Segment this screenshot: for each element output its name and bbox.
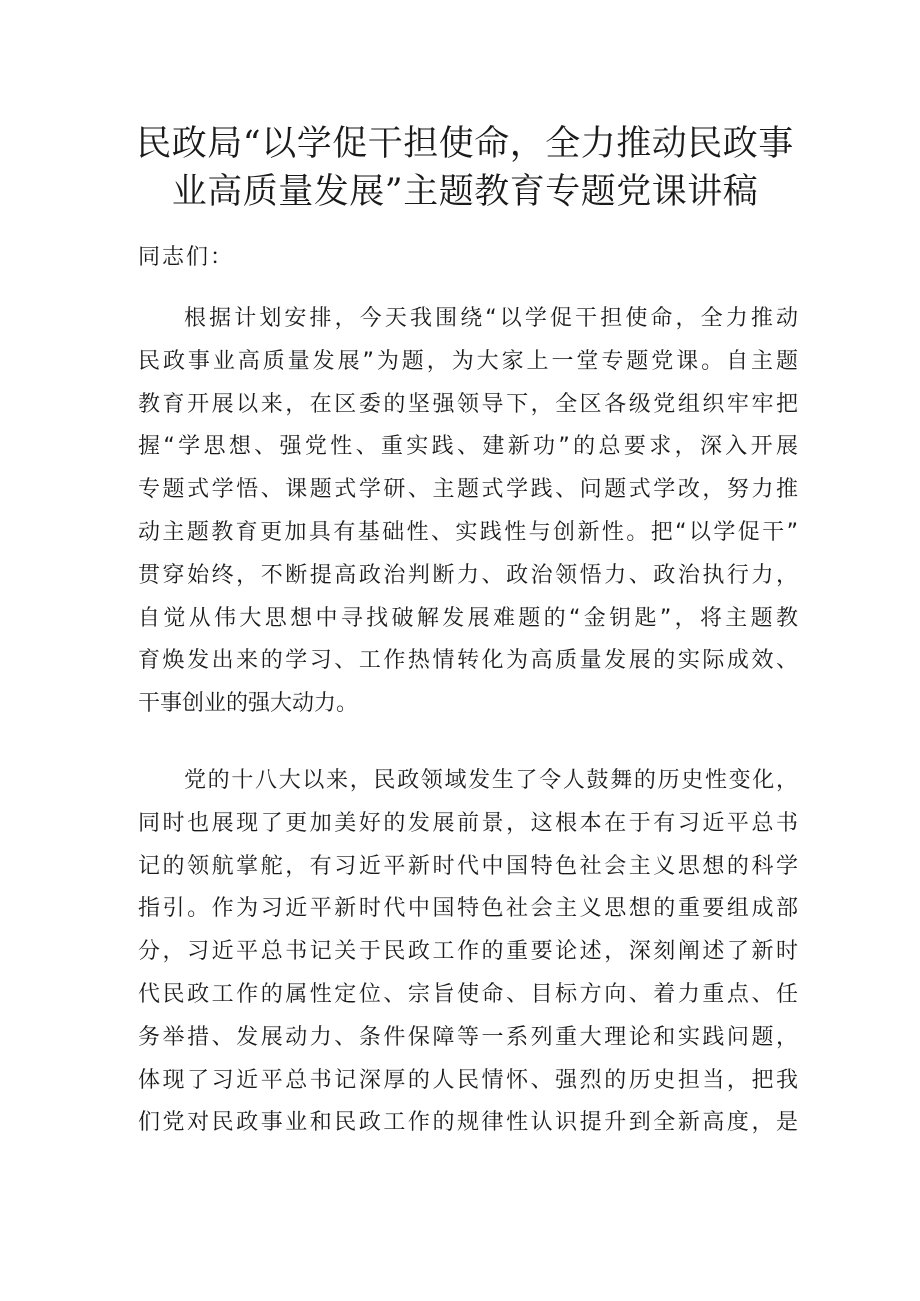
paragraph-line: 教育开展以来，在区委的坚强领导下，全区各级党组织牢牢把 bbox=[138, 391, 798, 417]
paragraph-line: 贯穿始终，不断提高政治判断力、政治领悟力、政治执行力， bbox=[138, 562, 798, 588]
body-paragraph bbox=[138, 760, 798, 1145]
paragraph-line: 指引。作为习近平新时代中国特色社会主义思想的重要组成部 bbox=[138, 896, 798, 922]
paragraph-line: 分，习近平总书记关于民政工作的重要论述，深刻阐述了新时 bbox=[138, 939, 798, 965]
document-title bbox=[120, 120, 810, 216]
paragraph-line: 动主题教育更加具有基础性、实践性与创新性。把“以学促干” bbox=[138, 519, 799, 545]
paragraph-line: 体现了习近平总书记深厚的人民情怀、强烈的历史担当，把我 bbox=[138, 1067, 798, 1093]
paragraph-line: 干事创业的强大动力。 bbox=[138, 691, 359, 717]
paragraph-line: 们党对民政事业和民政工作的规律性认识提升到全新高度，是 bbox=[138, 1110, 798, 1136]
paragraph-line: 务举措、发展动力、条件保障等一系列重大理论和实践问题， bbox=[138, 1024, 798, 1050]
salutation: 同志们： bbox=[138, 245, 235, 270]
paragraph-line: 专题式学悟、课题式学研、主题式学践、问题式学改，努力推 bbox=[138, 477, 798, 503]
paragraph-line: 党的十八大以来，民政领域发生了令人鼓舞的历史性变化， bbox=[184, 768, 798, 793]
paragraph-line: 育焕发出来的学习、工作热情转化为高质量发展的实际成效、 bbox=[138, 648, 798, 674]
paragraph-line: 代民政工作的属性定位、宗旨使命、目标方向、着力重点、任 bbox=[138, 981, 798, 1007]
paragraph-line: 握“学思想、强党性、重实践、建新功”的总要求，深入开展 bbox=[138, 434, 798, 460]
paragraph-line: 根据计划安排，今天我围绕“以学促干担使命，全力推动 bbox=[184, 306, 798, 331]
paragraph-line: 民政事业高质量发展”为题，为大家上一堂专题党课。自主题 bbox=[138, 348, 798, 374]
title-line: 业高质量发展”主题教育专题党课讲稿 bbox=[171, 172, 759, 212]
paragraph-line: 自觉从伟大思想中寻找破解发展难题的“金钥匙”，将主题教 bbox=[138, 605, 798, 631]
paragraph-line: 记的领航掌舵，有习近平新时代中国特色社会主义思想的科学 bbox=[138, 853, 798, 879]
title-line: 民政局“以学促干担使命，全力推动民政事 bbox=[136, 124, 794, 164]
paragraph-line: 同时也展现了更加美好的发展前景，这根本在于有习近平总书 bbox=[138, 810, 798, 836]
body-paragraph bbox=[138, 298, 798, 726]
